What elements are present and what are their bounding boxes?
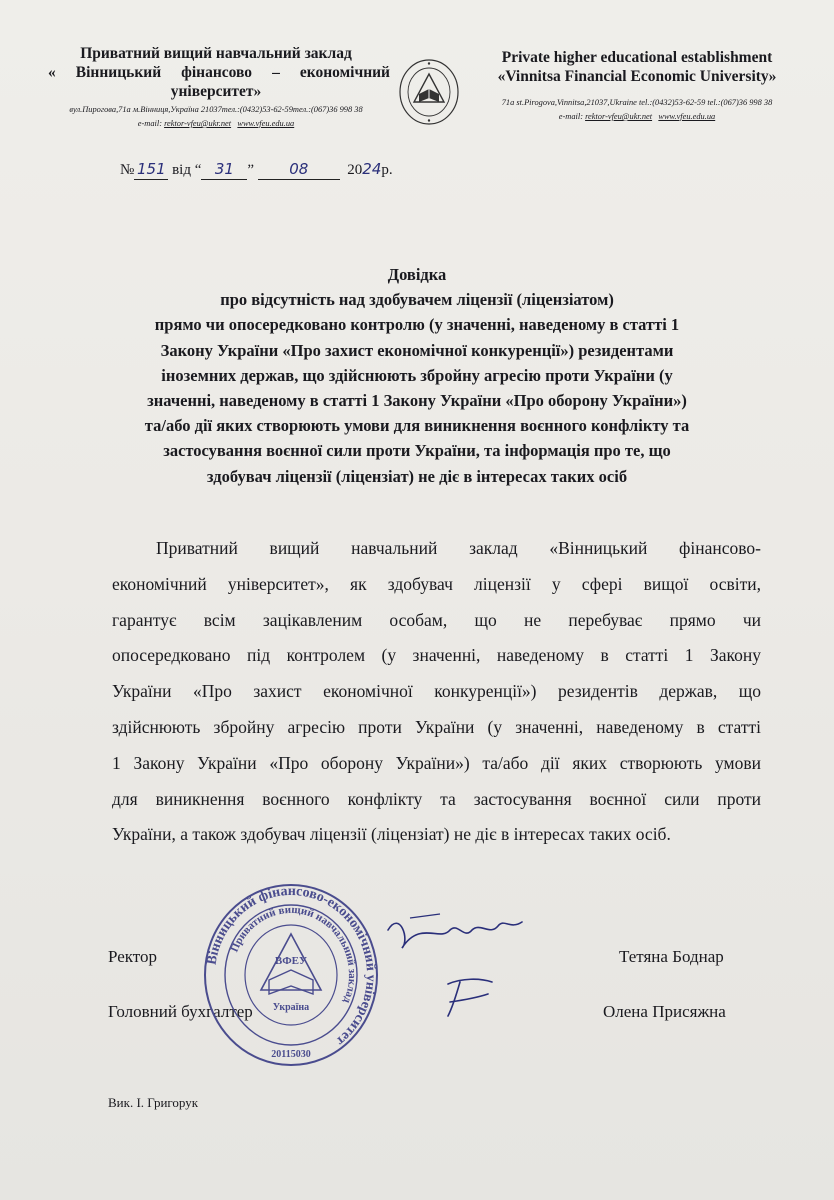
body-line: для виникнення воєнного конфлікту та застосування воєнної сили проти: [112, 788, 761, 809]
body-line: 1 Закону України «Про оборону України») та/або дії яких створюють умови: [112, 752, 761, 773]
accountant-signature-icon: [440, 972, 500, 1022]
heading-line: застосування воєнної сили проти України, та інформація про те, що: [163, 441, 671, 461]
document-number: 151: [136, 160, 166, 178]
document-title: Довідка: [387, 265, 447, 284]
website-ua: www.vfeu.edu.ua: [237, 119, 295, 128]
executor-note: Вик. І. Григорук: [108, 1095, 199, 1110]
institution-name-ua-line1: Приватний вищий навчальний заклад: [80, 45, 352, 62]
accountant-role: Головний бухгалтер: [108, 1002, 253, 1021]
contacts-en: [470, 111, 804, 122]
university-emblem-icon: [398, 58, 460, 126]
heading-line: здобувач ліцензії (ліцензіат) не діє в інтересах таких осіб: [206, 466, 628, 486]
rector-role: Ректор: [108, 947, 158, 966]
email-label-en: e-mail:: [558, 112, 583, 121]
heading-line: прямо чи опосередковано контролю (у значенні, наведеному в статті 1: [154, 315, 680, 335]
date-month: 08: [289, 160, 309, 178]
date-day: 31: [214, 160, 234, 178]
official-stamp-icon: [203, 882, 379, 1068]
letterhead-ukrainian: [30, 44, 402, 129]
stamp-country: Україна: [272, 1002, 310, 1013]
accountant-name: Олена Присяжна: [603, 1002, 726, 1021]
body-line: опосередковано під контролем (у значенні, наведеному в статті 1 Закону: [112, 645, 761, 666]
date-from-label: від: [172, 162, 191, 178]
institution-name-ua-line2: « Вінницький фінансово – економічний: [48, 64, 390, 81]
website-en: www.vfeu.edu.ua: [658, 112, 716, 121]
email-en: rektor-vfeu@ukr.net: [585, 112, 653, 121]
institution-name-en-line1: Private higher educational establishment: [501, 49, 773, 66]
document-heading: [100, 262, 734, 489]
stamp-code: 20115030: [271, 1049, 311, 1060]
address-en: 71a st.Pirogova,Vinnitsa,21037,Ukraine tel.:(0432)53-62-59 tel.:(067)36 998 38: [501, 98, 773, 107]
institution-name-en-line2: «Vinnitsa Financial Economic University»: [497, 68, 777, 85]
body-line: економічний університет», як здобувач ліцензії у сфері вищої освіти,: [112, 573, 761, 594]
heading-line: іноземних держав, що здійснюють збройну агресію проти України (у: [161, 365, 673, 385]
email-ua: rektor-vfeu@ukr.net: [164, 119, 232, 128]
institution-name-ua: [30, 44, 402, 101]
body-line: здійснюють збройну агресію проти України (у значенні, наведеному в статті: [112, 716, 761, 737]
document-number-line: № 151 від “ 31 ” 08 2024р.: [120, 160, 393, 178]
rector-name: Тетяна Боднар: [619, 947, 724, 966]
body-line: України, а також здобувач ліцензії (ліцензіат) не діє в інтересах таких осіб.: [112, 824, 671, 845]
heading-line: про відсутність над здобувачем ліцензії (ліцензіатом): [220, 290, 614, 310]
date-year-abbr: р.: [381, 162, 393, 178]
stamp-center-abbr: ВФЕУ: [274, 955, 308, 967]
stamp-inner-text: Приватний вищий навчальний заклад: [228, 903, 359, 1005]
heading-line: Закону України «Про захист економічної конкуренції») резидентами: [160, 340, 674, 360]
heading-line: та/або дії яких створюють умови для виникнення воєнного конфлікту та: [144, 416, 690, 436]
institution-name-en: [470, 48, 804, 86]
body-line: України «Про захист економічної конкуренції») резидентів держав, що: [112, 681, 761, 702]
heading-line: значенні, наведеному в статті 1 Закону України «Про оборону України»): [147, 391, 687, 411]
body-line: Приватний вищий навчальний заклад «Вінницький фінансово-: [156, 538, 761, 558]
institution-name-ua-line3: університет»: [170, 83, 262, 100]
stamp-outer-text: Вінницький фінансово-економічний університет: [204, 883, 379, 1049]
number-label: №: [120, 162, 135, 178]
body-paragraph: [112, 531, 761, 853]
email-label-ua: e-mail:: [137, 119, 162, 128]
rector-signature-icon: [380, 900, 530, 960]
address-ua: вул.Пирогова,71а м.Вінниця,Україна 21037тел.:(0432)53-62-59тел.:(067)36 998 38: [69, 105, 363, 114]
date-year-suffix: 24: [362, 160, 382, 178]
letterhead-english: [470, 48, 804, 122]
body-line: гарантує всім зацікавленим особам, що не перебуває прямо чи: [112, 609, 761, 630]
contacts-ua: [30, 118, 402, 129]
date-year-prefix: 20: [347, 162, 363, 178]
